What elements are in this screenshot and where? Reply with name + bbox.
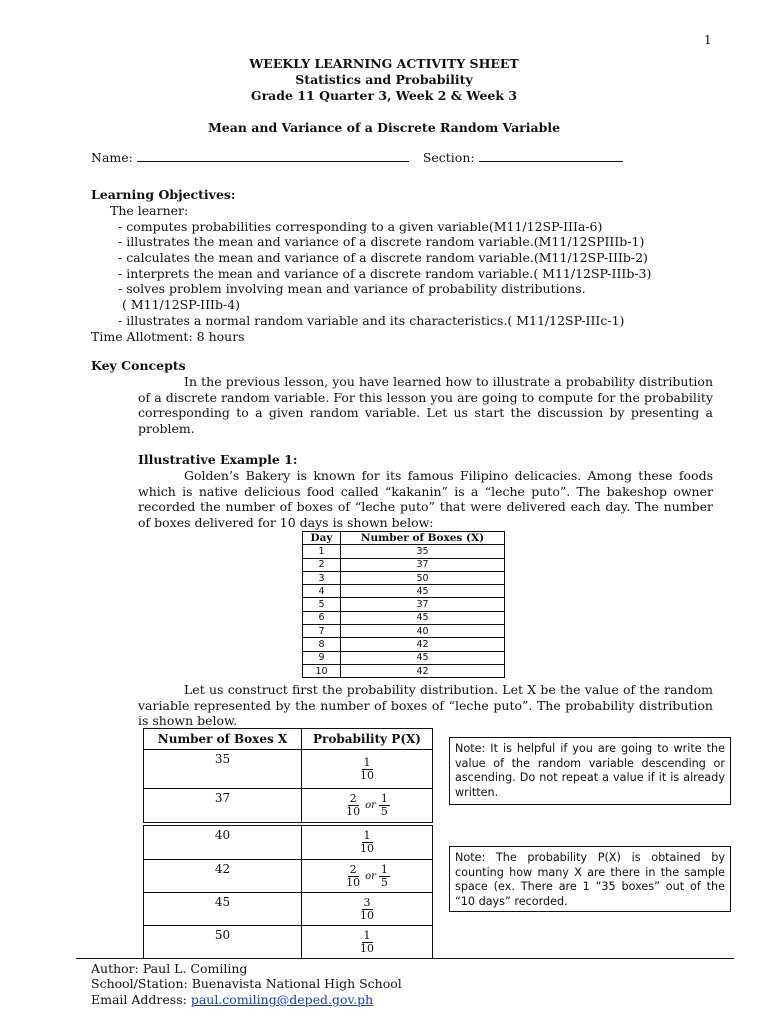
objective-item: - interprets the mean and variance of a discrete random variable.( M11/12SP-IIIb-3): [118, 266, 652, 281]
fraction: $\frac{3}{10}$: [360, 895, 374, 922]
day-cell: 9: [303, 651, 341, 664]
table-row: [303, 651, 505, 664]
table-row: [144, 750, 433, 789]
table-row: [303, 545, 505, 558]
boxes-cell: 40: [341, 625, 505, 638]
name-field[interactable]: [91, 150, 623, 166]
column-header-boxes: Number of Boxes (X): [341, 532, 505, 545]
x-value: 45: [144, 893, 302, 926]
key-concepts-heading: Key Concepts: [91, 358, 186, 373]
table-row: [303, 638, 505, 651]
or-word: or: [365, 870, 376, 882]
table-row: [303, 611, 505, 624]
fraction: $\frac{1}{5}$: [380, 862, 388, 889]
boxes-cell: 35: [341, 545, 505, 558]
table-row: [303, 625, 505, 638]
table-header-row: [303, 532, 505, 545]
day-cell: 1: [303, 545, 341, 558]
sheet-title: WEEKLY LEARNING ACTIVITY SHEET: [249, 56, 519, 71]
fraction: $\frac{1}{10}$: [360, 928, 374, 955]
x-value: 37: [144, 789, 302, 823]
time-allotment: Time Allotment: 8 hours: [91, 329, 245, 344]
section-label: Section:: [422, 150, 475, 165]
boxes-cell: 37: [341, 558, 505, 571]
email-label: Email Address:: [91, 992, 191, 1007]
x-value: 35: [144, 750, 302, 789]
boxes-cell: 42: [341, 638, 505, 651]
objective-item: - calculates the mean and variance of a discrete random variable.(M11/12SP-IIIb-2): [118, 250, 648, 265]
footer-email: [91, 992, 373, 1008]
lesson-topic: Mean and Variance of a Discrete Random Variable: [207, 120, 561, 135]
day-cell: 4: [303, 585, 341, 598]
table-row: [144, 860, 433, 893]
name-label: Name:: [91, 150, 133, 165]
objective-item: - solves problem involving mean and variance of probability distributions.: [118, 281, 586, 296]
table-row: [303, 558, 505, 571]
boxes-cell: 42: [341, 664, 505, 677]
fraction: $\frac{1}{5}$: [380, 792, 388, 818]
boxes-cell: 45: [341, 651, 505, 664]
subject-title: Statistics and Probability: [295, 72, 473, 87]
page-number: 1: [704, 33, 712, 47]
column-header-day: Day: [303, 532, 341, 545]
grade-quarter: Grade 11 Quarter 3, Week 2 & Week 3: [250, 88, 518, 103]
x-value: 50: [144, 926, 302, 959]
fraction: $\frac{1}{10}$: [360, 829, 374, 855]
day-boxes-table: [302, 531, 505, 678]
day-cell: 8: [303, 638, 341, 651]
example-paragraph: Golden’s Bakery is known for its famous Filipino delicacies. Among these foods which is native delicious food called “kakanin” is a “leche puto”. The bakeshop owner recorded the number of boxes of “leche puto” that were delivered each day. The number of boxes delivered for 10 days is shown below:: [138, 468, 713, 531]
objective-item-code: ( M11/12SP-IIIb-4): [122, 297, 241, 312]
boxes-cell: 45: [341, 611, 505, 624]
boxes-cell: 37: [341, 598, 505, 611]
day-cell: 7: [303, 625, 341, 638]
footer-author: Author: Paul L. Comiling: [91, 961, 248, 976]
objective-item: - illustrates a normal random variable and its characteristics.( M11/12SP-IIIc-1): [118, 313, 625, 328]
objective-item: - computes probabilities corresponding to a given variable(M11/12SP-IIIa-6): [118, 219, 603, 234]
probability-value: [302, 826, 433, 860]
probability-value: [302, 893, 433, 926]
table-row: [303, 664, 505, 677]
fraction: $\frac{2}{10}$: [346, 862, 361, 889]
table-row: [303, 571, 505, 584]
note-box-probability: Note: The probability P(X) is obtained by counting how many X are there in the sample space (ex. There are 1 “35 boxes” out of the “10 days” recorded.: [449, 846, 731, 912]
footer-divider: [76, 958, 734, 959]
email-link[interactable]: paul.comiling@deped.gov.ph: [190, 992, 374, 1007]
fraction: $\frac{1}{10}$: [360, 755, 374, 782]
footer-school: School/Station: Buenavista National High School: [91, 976, 402, 991]
boxes-cell: 50: [341, 571, 505, 584]
day-cell: 5: [303, 598, 341, 611]
day-cell: 2: [303, 558, 341, 571]
key-concepts-paragraph: In the previous lesson, you have learned how to illustrate a probability distribution of a discrete random variable. For this lesson you are going to compute for the probability corresponding to a given random variable. Let us start the discussion by presenting a problem.: [138, 374, 713, 437]
distribution-paragraph: Let us construct first the probability distribution. Let X be the value of the random variable represented by the number of boxes of “leche puto”. The probability distribution is shown below.: [138, 682, 713, 729]
probability-value: [302, 789, 433, 823]
x-value: 42: [144, 860, 302, 893]
or-word: or: [365, 800, 376, 811]
table-row: [144, 926, 433, 959]
probability-table-b: [143, 825, 433, 959]
table-row: [144, 893, 433, 926]
table-row: [303, 598, 505, 611]
probability-value: [302, 926, 433, 959]
day-cell: 10: [303, 664, 341, 677]
day-cell: 3: [303, 571, 341, 584]
column-header-probability: Probability P(X): [302, 729, 433, 750]
fraction: $\frac{2}{10}$: [346, 792, 361, 818]
objectives-intro: The learner:: [110, 203, 189, 218]
probability-table-a: [143, 728, 433, 823]
table-header-row: [144, 729, 433, 750]
name-blank[interactable]: [137, 150, 409, 162]
column-header-boxes-x: Number of Boxes X: [144, 729, 302, 750]
section-blank[interactable]: [479, 150, 623, 162]
note-box-ordering: Note: It is helpful if you are going to write the value of the random variable descending or ascending. Do not repeat a value if it is already written.: [449, 737, 731, 805]
x-value: 40: [144, 826, 302, 860]
objective-item: - illustrates the mean and variance of a discrete random variable.(M11/12SPIIIb-1): [118, 234, 645, 249]
boxes-cell: 45: [341, 585, 505, 598]
table-row: [303, 585, 505, 598]
probability-value: [302, 860, 433, 893]
example-heading: Illustrative Example 1:: [138, 452, 298, 467]
table-row: [144, 789, 433, 823]
probability-value: [302, 750, 433, 789]
day-cell: 6: [303, 611, 341, 624]
table-row: [144, 826, 433, 860]
objectives-heading: Learning Objectives:: [91, 187, 236, 202]
